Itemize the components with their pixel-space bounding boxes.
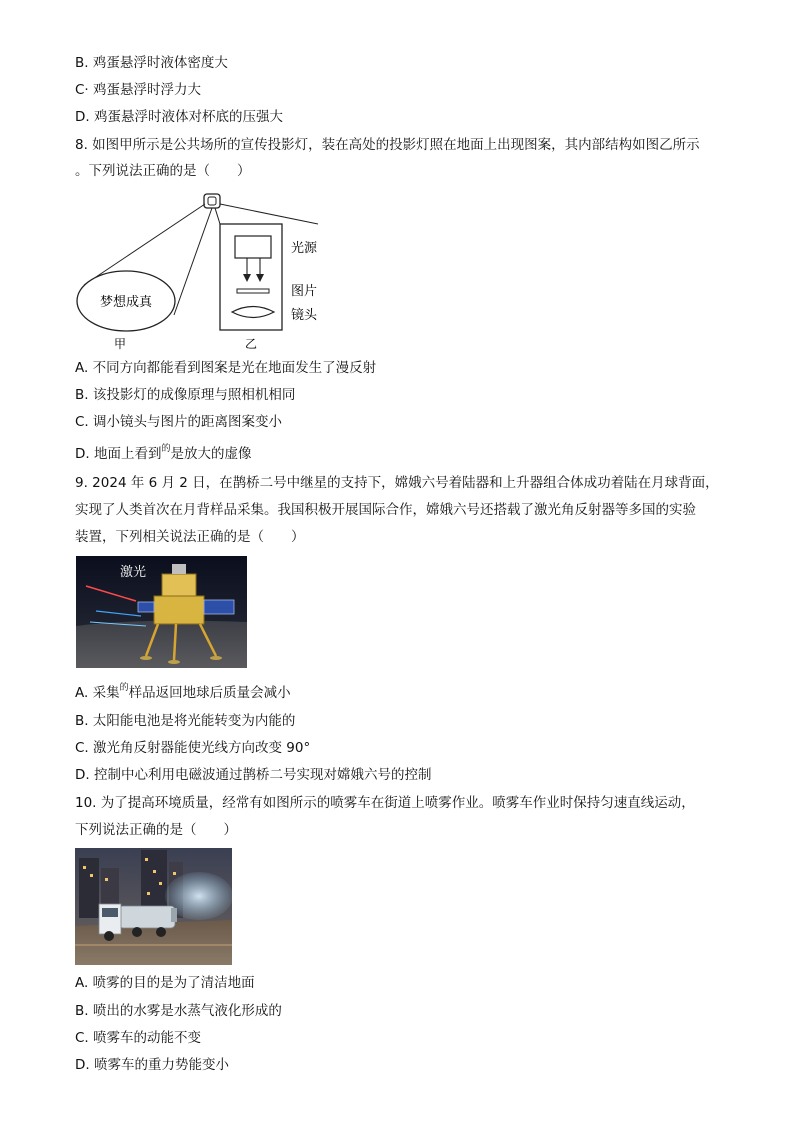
q9-option-a: [75, 684, 291, 704]
q9-stem-line3: 装置，下列相关说法正确的是（ ）: [75, 529, 305, 545]
label-lens: 镜头: [291, 308, 318, 323]
q10-option-d: D. 喷雾车的重力势能变小: [75, 1057, 229, 1073]
q8-option-b: B. 该投影灯的成像原理与照相机相同: [75, 387, 296, 403]
q9-option-a-pre: A. 采集: [75, 685, 120, 701]
lunar-lander-photo: [76, 556, 247, 668]
q10-option-b: B. 喷出的水雾是水蒸气液化形成的: [75, 1003, 282, 1019]
q8-option-a: A. 不同方向都能看到图案是光在地面发生了漫反射: [75, 360, 377, 376]
q8-stem-line1: 8. 如图甲所示是公共场所的宣传投影灯，装在高处的投影灯照在地面上出现图案，其内部结构如图乙所示: [75, 137, 700, 153]
q9-option-a-sup: 的: [119, 683, 129, 693]
photo-label-laser: 激光: [120, 565, 147, 580]
q7-option-b: B. 鸡蛋悬浮时液体密度大: [75, 55, 228, 71]
q8-option-d-post: 是放大的虚像: [170, 446, 252, 462]
q9-stem-line1: 9. 2024 年 6 月 2 日，在鹊桥二号中继星的支持下，嫦娥六号着陆器和上升器组合体成功着陆在月球背面，: [75, 475, 719, 491]
q9-option-d: D. 控制中心利用电磁波通过鹊桥二号实现对嫦娥六号的控制: [75, 767, 432, 783]
figure-label-yi: 乙: [244, 337, 258, 351]
q8-option-d-sup: 的: [161, 444, 171, 454]
q8-option-d-pre: D. 地面上看到: [75, 446, 162, 462]
q10-option-c: C. 喷雾车的动能不变: [75, 1030, 202, 1046]
q8-option-c: C. 调小镜头与图片的距离图案变小: [75, 414, 283, 430]
q10-stem-line1: 10. 为了提高环境质量，经常有如图所示的喷雾车在街道上喷雾作业。喷雾车作业时保持匀速直线运动，: [75, 795, 695, 811]
pattern-text: 梦想成真: [99, 295, 153, 310]
q7-option-c: C· 鸡蛋悬浮时浮力大: [75, 82, 202, 98]
q9-stem-line2: 实现了人类首次在月背样品采集。我国积极开展国际合作，嫦娥六号还搭载了激光角反射器等多国的实验: [75, 502, 696, 518]
label-picture: 图片: [291, 284, 318, 299]
q9-option-c: C. 激光角反射器能使光线方向改变 90°: [75, 740, 311, 756]
label-light-source: 光源: [291, 241, 318, 256]
figure-label-jia: 甲: [113, 337, 127, 351]
q10-option-a: A. 喷雾的目的是为了清洁地面: [75, 975, 255, 991]
q9-option-a-post: 样品返回地球后质量会减小: [128, 685, 291, 701]
spray-truck-photo: [75, 848, 232, 965]
projector-diagram: [72, 188, 342, 353]
q9-option-b: B. 太阳能电池是将光能转变为内能的: [75, 713, 296, 729]
q7-option-d: D. 鸡蛋悬浮时液体对杯底的压强大: [75, 109, 283, 125]
q8-stem-line2: 。下列说法正确的是（ ）: [75, 163, 251, 179]
q10-stem-line2: 下列说法正确的是（ ）: [75, 822, 237, 838]
q8-option-d: [75, 445, 252, 465]
